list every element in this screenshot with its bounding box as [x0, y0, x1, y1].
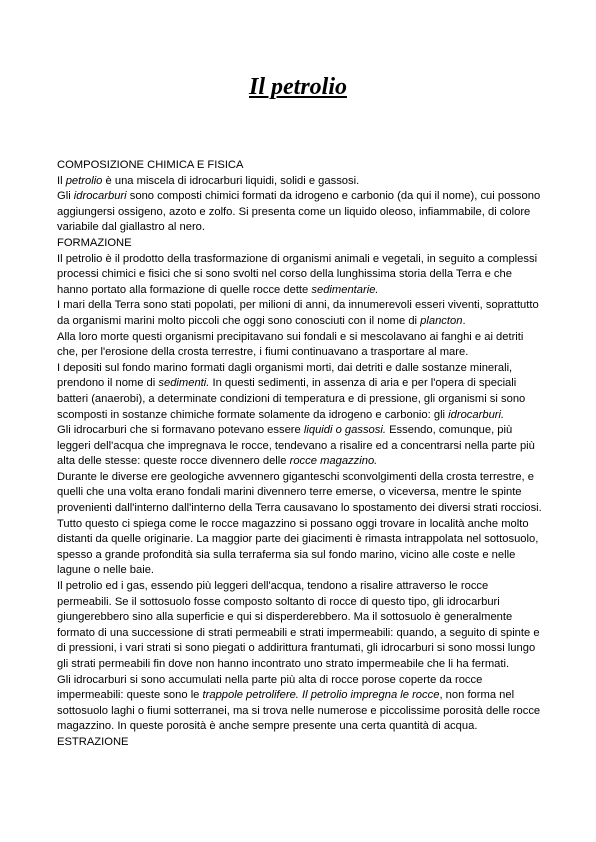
text-run: I depositi sul fondo marino formati dagli organismi morti, dai detriti e dalle sostanze minerali, prendono il nome di: [57, 361, 513, 390]
text-run: I mari della Terra sono stati popolati, per milioni di anni, da innumerevoli esseri viventi, soprattutto da organismi marini molto piccoli che oggi sono conosciuti con il nome di: [57, 299, 539, 327]
italic-term: sedimenti.: [158, 377, 210, 390]
text-run: , non forma nel sottosuolo laghi o fiumi sotterranei, ma si trova nelle numerose e piccolissime porosità delle rocce magazzino. In queste porosità è anche sempre presente una certa quantità di acqua.: [57, 689, 541, 733]
text-run: Il: [57, 174, 66, 187]
text-run: Durante le diverse ere geologiche avvennero giganteschi sconvolgimenti della crosta terrestre, e quelli che una volta erano fondali marini divennero terre emerse, o viceversa, mentre le spinte provenienti dall'interno dall'interno della Terra causavano lo spostamento dei diversi strati rocciosi. Tutto questo ci spiega come le rocce magazzino si possano oggi trovare in località anche molto distanti da quelle originarie. La maggior parte dei giacimenti è rimasta intrappolata nel sottosuolo, spesso a grande profondità sia sulla terraferma sia sul fondo marino, vicino alle coste e nelle lagune o nelle baie.: [57, 470, 542, 577]
section-heading: COMPOSIZIONE CHIMICA E FISICA: [57, 159, 244, 171]
text-run: Gli idrocarburi si sono accumulati nella parte più alta di rocce porose coperte da rocce impermeabili: queste sono le: [57, 673, 483, 702]
section-heading: FORMAZIONE: [57, 236, 132, 249]
text-run: Gli idrocarburi che si formavano potevano essere: [57, 424, 304, 437]
section-heading: ESTRAZIONE: [57, 735, 129, 748]
paragraph: [57, 189, 544, 236]
paragraph: [57, 330, 544, 361]
text-run: Alla loro morte questi organismi precipitavano sui fondali e si mescolavano ai fanghi e ai detriti che, per l'erosione della crosta terrestre, i fiumi continuavano a trasportare al mare.: [57, 330, 524, 359]
paragraph: [57, 673, 544, 735]
italic-term: idrocarburi: [73, 190, 127, 203]
italic-term: idrocarburi.: [448, 408, 505, 421]
italic-term: rocce magazzino.: [289, 455, 378, 468]
paragraph: [57, 579, 544, 673]
paragraph: [57, 174, 544, 190]
paragraph: [57, 470, 544, 579]
paragraph: [57, 423, 544, 470]
document-body: [57, 158, 544, 751]
paragraph: [57, 298, 544, 329]
text-run: Il petrolio ed i gas, essendo più leggeri dell'acqua, tendono a risalire attraverso le rocce permeabili. Se il sottosuolo fosse composto soltanto di rocce di questo tipo, gli idrocarburi giungerebbero sino alla superficie e qui si disperderebbero. Ma il sottosuolo è generalmente formato di una successione di strati permeabili e strati impermeabili: quando, a seguito di spinte e di pressioni, i vari strati si sono piegati o addirittura frantumati, gli idrocarburi si sono mossi lungo gli strati permeabili fin dove non hanno incontrato uno strato impermeabile che li ha fermati.: [57, 580, 540, 670]
text-run: In questi sedimenti, in assenza di aria e per l'opera di speciali batteri (anaerobi), a determinate condizioni di temperatura e di pressione, gli organismi si sono scomposti in sostanze chimiche formate solamente da idrogeno e carbonio: gli: [57, 377, 526, 421]
text-run: Essendo, comunque, più leggeri dell'acqua che impregnava le rocce, tendevano a risalire ed a concentrarsi nella parte più alta delle stesse: queste rocce divennero delle: [57, 424, 535, 468]
paragraph: [57, 252, 544, 299]
text-run: è una miscela di idrocarburi liquidi, solidi e gassosi.: [102, 174, 360, 187]
page-title: Il petrolio: [248, 74, 347, 100]
text-run: sono composti chimici formati da idrogeno e carbonio (da qui il nome), cui possono aggiungersi ossigeno, azoto e zolfo. Si presenta come un liquido oleoso, infiammabile, di colore variabile dal giallastro al nero.: [57, 190, 541, 234]
text-run: Gli: [57, 190, 74, 203]
italic-term: petrolio: [65, 174, 103, 187]
italic-term: sedimentarie.: [311, 283, 379, 296]
italic-term: trappole petrolifere. Il petrolio impregna le rocce: [202, 689, 440, 702]
text-run: Il petrolio è il prodotto della trasformazione di organismi animali e vegetali, in seguito a complessi processi chimici e fisici che si sono svolti nel corso della lunghissima storia della Terra e che hanno portato alla formazione di quelle rocce dette: [57, 252, 538, 296]
paragraph: [57, 361, 544, 423]
italic-term: liquidi o gassosi.: [303, 424, 386, 437]
text-run: .: [462, 314, 466, 327]
italic-term: plancton: [420, 314, 463, 327]
